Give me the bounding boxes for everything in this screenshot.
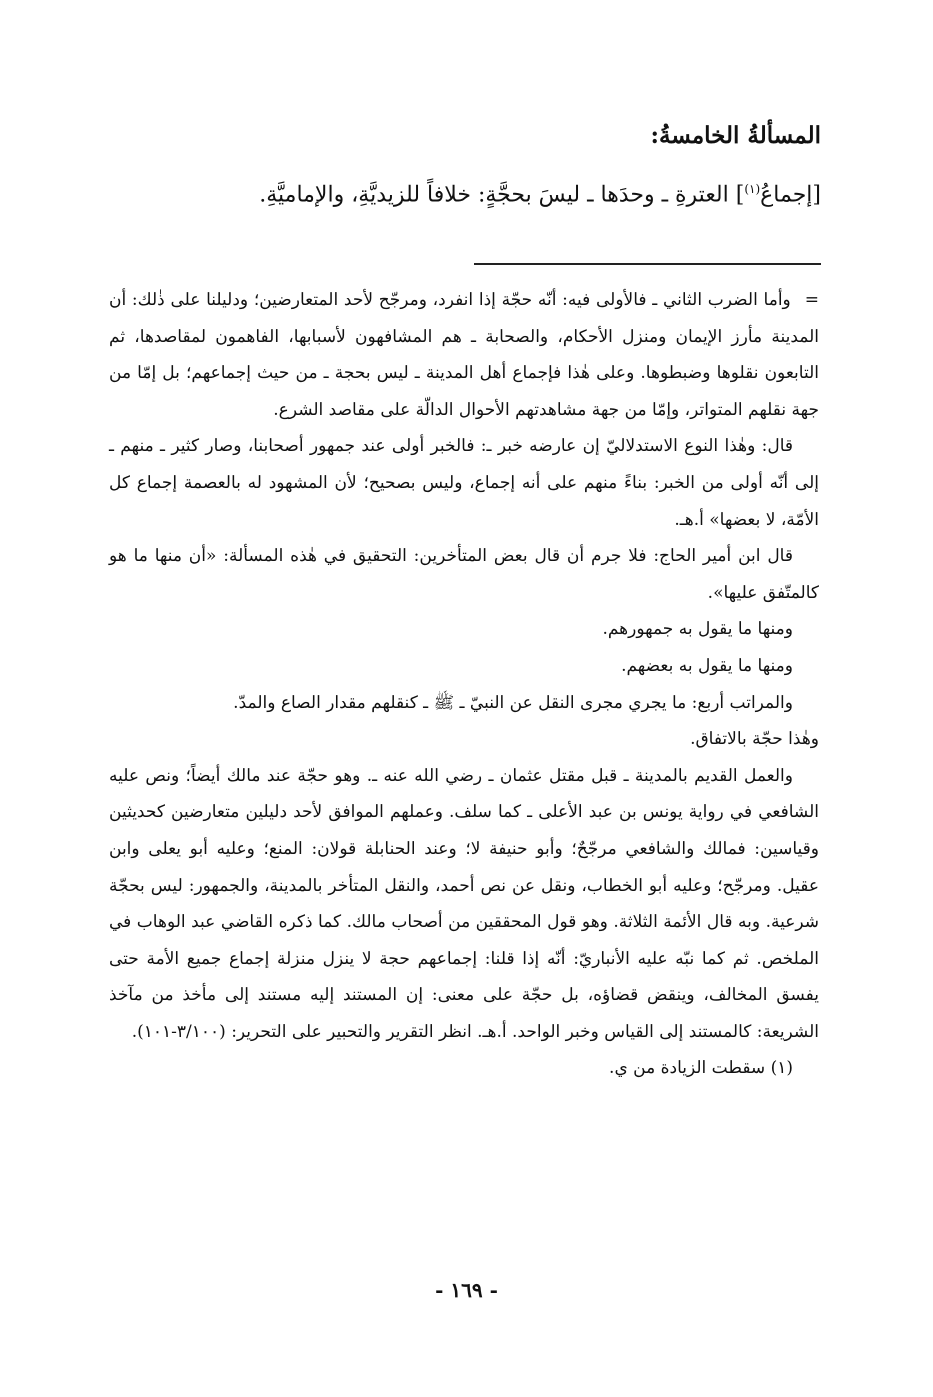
- continuation-marker: =: [804, 290, 819, 310]
- footnote-paragraph: [109, 282, 819, 428]
- main-statement: [259, 168, 821, 216]
- footnote-paragraph: قال: وهٰذا النوع الاستدلاليّ إن عارضه خبر ـ: فالخبر أولى عند جمهور أصحابنا، وصار كثير ـ منهم ـ إلى أنّه أولى من الخبر: بناءً منهم على أنه إجماع، وليس بصحيح؛ لأن المشهود له بالعصمة إجماع كل الأمّة، لا بعضها» أ.هـ.: [109, 436, 819, 530]
- section-heading: المسألةُ الخامسةُ:: [650, 122, 821, 149]
- footnote-paragraph: والعمل القديم بالمدينة ـ قبل مقتل عثمان ـ رضي الله عنه ـ. وهو حجّة عند مالك أيضاً؛ ونص عليه الشافعي في رواية يونس بن عبد الأعلى ـ كما سلف. وعملهم الموافق لأحد دليلين متعارضين كحديثين وقياسين: فمالك والشافعي مرجّحٌ؛ وأبو حنيفة لا؛ وعند الحنابلة قولان: المنع؛ وعليه أبو يعلى وابن عقيل. ومرجّح؛ وعليه أبو الخطاب، ونقل عن نص أحمد، والنقل المتأخر بالمدينة، والجمهور: ليس بحجّة شرعية. وبه قال الأئمة الثلاثة. وهو قول المحققين من أصحاب مالك. كما ذكره القاضي عبد الوهاب في الملخص. ثم كما نبّه عليه الأنباريّ: أنّه إذا قلنا: إجماعهم حجة لا ينزل منزلة إجماع جميع الأمة حتى يفسق المخالف، وينقض قضاؤه، بل حجّة على معنى: إن المستند إليه مستند إلى مأخذ من مآخذ الشريعة: كالمستند إلى القياس وخبر الواحد. أ.هـ. انظر التقرير والتحبير على التحرير: (٣/١٠٠-١٠١).: [109, 765, 819, 1042]
- footnote-paragraph: ومنها ما يقول به بعضهم.: [621, 655, 793, 676]
- page-number: - ١٦٩ -: [435, 1278, 498, 1302]
- footnote-paragraph: قال ابن أمير الحاج: فلا جرم أن قال بعض المتأخرين: التحقيق في هٰذه المسألة: «أن منها ما هو كالمتّفق عليها».: [109, 546, 819, 603]
- footnote-paragraph: والمراتب أربع: ما يجري مجرى النقل عن النبيّ ـ ﷺ ـ كنقلهم مقدار الصاع والمدّ.: [233, 692, 793, 713]
- main-text-end: ] العترةِ ـ وحدَها ـ ليسَ بحجَّةٍ: خلافاً للزيديَّةِ، والإماميَّةِ.: [259, 182, 745, 208]
- footnote-reference-1[interactable]: (١): [744, 182, 761, 196]
- footnote-separator: [474, 263, 821, 265]
- footnotes-section: [109, 282, 819, 1087]
- footnote-paragraph: ومنها ما يقول به جمهورهم.: [602, 619, 793, 640]
- footnote-1: (١) سقطت الزيادة من ي.: [609, 1058, 793, 1079]
- main-text-start: [إجماعُ: [760, 182, 821, 208]
- footnote-text: وأما الضرب الثاني ـ فالأولى فيه: أنّه حجّة إذا انفرد، ومرجّح لأحد المتعارضين؛ ودليلنا على ذٰلك: أن المدينة مأرز الإيمان ومنزل الأحكام، والصحابة ـ هم المشافهون لأسبابها، الفاهمون لمقاصدها، ثم التابعون نقلوها وضبطوها. وعلى هٰذا فإجماع أهل المدينة ـ ليس بحجة ـ من حيث إجماعهم؛ بل إمّا من جهة نقلهم المتواتر، وإمّا من جهة مشاهدتهم الأحوال الدالّة على مقاصد الشرع.: [109, 290, 819, 420]
- footnote-paragraph: وهٰذا حجّة بالاتفاق.: [690, 729, 819, 750]
